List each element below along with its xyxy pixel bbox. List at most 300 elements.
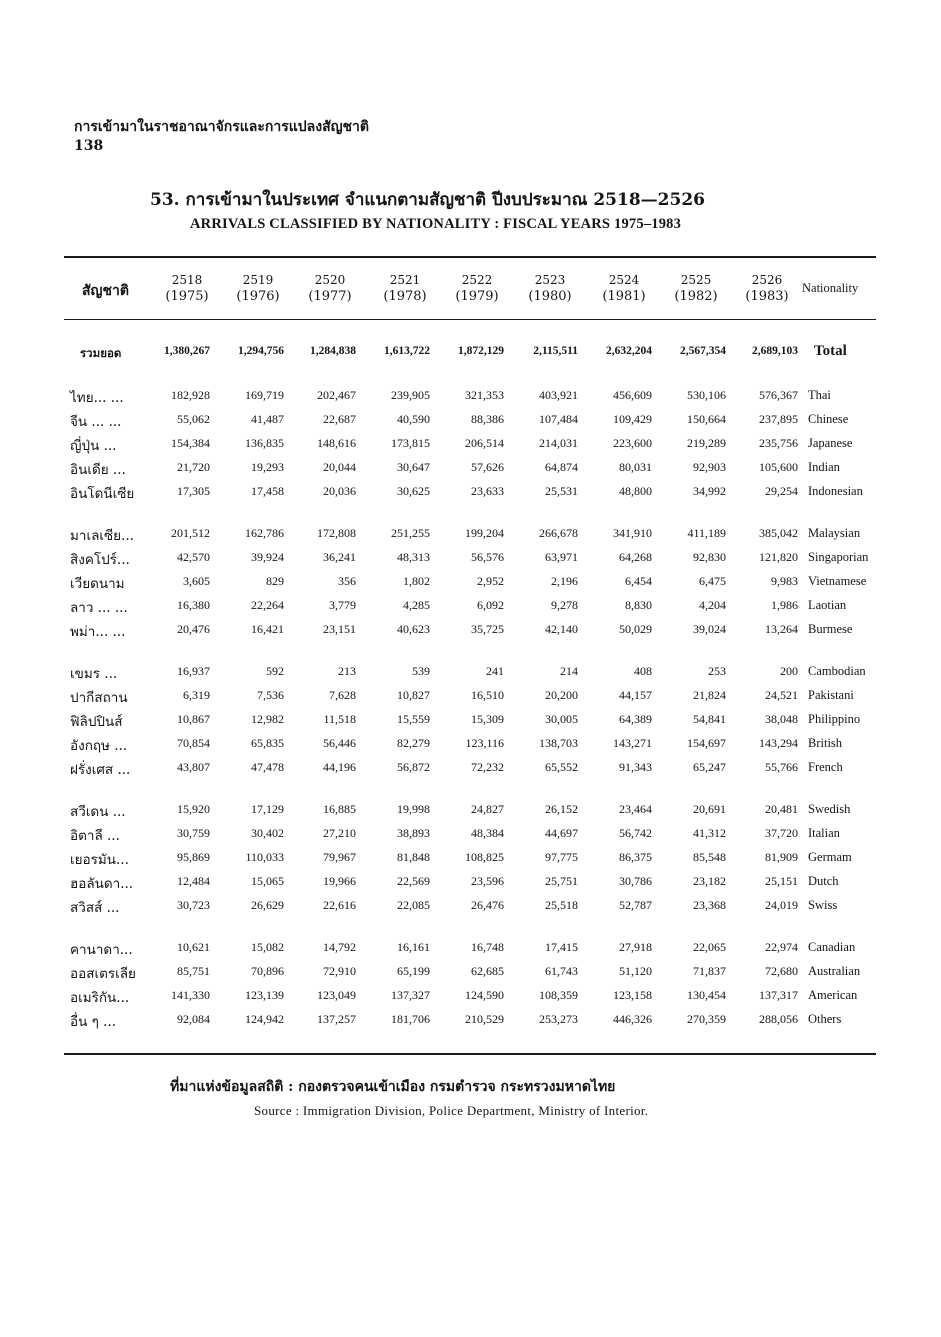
table-cell: 26,152 bbox=[545, 802, 578, 816]
column-header-ce: (1982) bbox=[674, 289, 718, 304]
table-cell: 1,294,756 bbox=[238, 345, 284, 357]
table-cell: 2,952 bbox=[477, 574, 504, 588]
table-cell: 30,005 bbox=[545, 712, 578, 726]
table-cell: 27,210 bbox=[323, 826, 356, 840]
table-cell: 81,848 bbox=[397, 850, 430, 864]
column-header-be: 2519 bbox=[242, 273, 274, 287]
table-row bbox=[0, 662, 941, 682]
row-label-english: British bbox=[808, 736, 843, 750]
row-label-thai: ฝรั่งเศส ... bbox=[70, 762, 131, 778]
table-row bbox=[0, 758, 941, 778]
table-cell: 79,967 bbox=[323, 850, 356, 864]
nationality-header: Nationality bbox=[802, 281, 859, 295]
table-cell: 91,343 bbox=[619, 760, 652, 774]
table-cell: 27,918 bbox=[619, 940, 652, 954]
column-header-be: 2518 bbox=[171, 273, 203, 287]
column-header-2522 bbox=[447, 272, 507, 306]
table-cell: 44,157 bbox=[619, 688, 652, 702]
table-cell: 107,484 bbox=[539, 412, 578, 426]
table-cell: 20,691 bbox=[693, 802, 726, 816]
table-cell: 137,317 bbox=[759, 988, 798, 1002]
table-cell: 2,567,354 bbox=[680, 345, 726, 357]
table-cell: 23,596 bbox=[471, 874, 504, 888]
table-cell: 143,271 bbox=[613, 736, 652, 750]
table-row bbox=[0, 686, 941, 706]
table-cell: 150,664 bbox=[687, 412, 726, 426]
table-cell: 1,380,267 bbox=[164, 345, 210, 357]
table-row bbox=[0, 620, 941, 640]
table-cell: 80,031 bbox=[619, 460, 652, 474]
row-label-thai: อินโดนีเซีย bbox=[70, 486, 135, 502]
row-label-english: Japanese bbox=[808, 436, 853, 450]
column-header-be: 2526 bbox=[751, 273, 783, 287]
table-cell: 2,196 bbox=[551, 574, 578, 588]
total-row bbox=[0, 343, 941, 363]
table-cell: 20,476 bbox=[177, 622, 210, 636]
table-cell: 270,359 bbox=[687, 1012, 726, 1026]
table-cell: 56,742 bbox=[619, 826, 652, 840]
table-cell: 2,115,511 bbox=[533, 345, 578, 357]
table-row bbox=[0, 572, 941, 592]
table-cell: 92,830 bbox=[693, 550, 726, 564]
table-cell: 30,647 bbox=[397, 460, 430, 474]
table-cell: 54,841 bbox=[693, 712, 726, 726]
column-header-ce: (1981) bbox=[602, 289, 646, 304]
table-row bbox=[0, 962, 941, 982]
table-cell: 15,559 bbox=[397, 712, 430, 726]
table-bottom-rule bbox=[64, 1053, 876, 1055]
table-cell: 43,807 bbox=[177, 760, 210, 774]
column-header-ce: (1976) bbox=[236, 289, 280, 304]
table-cell: 23,464 bbox=[619, 802, 652, 816]
table-cell: 6,319 bbox=[183, 688, 210, 702]
table-cell: 137,257 bbox=[317, 1012, 356, 1026]
table-cell: 3,605 bbox=[183, 574, 210, 588]
table-cell: 23,182 bbox=[693, 874, 726, 888]
table-cell: 51,120 bbox=[619, 964, 652, 978]
row-label-thai: อเมริกัน... bbox=[70, 990, 130, 1006]
table-cell: 26,629 bbox=[251, 898, 284, 912]
row-label-thai: เวียดนาม bbox=[70, 576, 125, 592]
table-cell: 70,854 bbox=[177, 736, 210, 750]
column-header-ce: (1978) bbox=[383, 289, 427, 304]
table-cell: 56,446 bbox=[323, 736, 356, 750]
table-row bbox=[0, 386, 941, 406]
table-row bbox=[0, 986, 941, 1006]
table-cell: 47,478 bbox=[251, 760, 284, 774]
column-header-2526 bbox=[737, 272, 797, 306]
table-cell: 64,874 bbox=[545, 460, 578, 474]
row-label-thai: ฟิลิปปินส์ bbox=[70, 714, 123, 730]
table-cell: 57,626 bbox=[471, 460, 504, 474]
table-cell: 253 bbox=[708, 664, 726, 678]
table-cell: 61,743 bbox=[545, 964, 578, 978]
row-label-english: Total bbox=[814, 343, 847, 359]
table-cell: 24,019 bbox=[765, 898, 798, 912]
table-cell: 182,928 bbox=[171, 388, 210, 402]
table-cell: 141,330 bbox=[171, 988, 210, 1002]
table-cell: 35,725 bbox=[471, 622, 504, 636]
table-cell: 24,521 bbox=[765, 688, 798, 702]
table-cell: 64,389 bbox=[619, 712, 652, 726]
table-cell: 7,536 bbox=[257, 688, 284, 702]
table-cell: 40,623 bbox=[397, 622, 430, 636]
table-cell: 10,867 bbox=[177, 712, 210, 726]
table-cell: 1,284,838 bbox=[310, 345, 356, 357]
table-cell: 42,140 bbox=[545, 622, 578, 636]
table-row bbox=[0, 596, 941, 616]
row-label-thai: ฮอลันดา... bbox=[70, 876, 134, 892]
row-label-thai: สวิสส์ ... bbox=[70, 900, 120, 916]
table-cell: 22,974 bbox=[765, 940, 798, 954]
table-cell: 56,576 bbox=[471, 550, 504, 564]
table-cell: 20,481 bbox=[765, 802, 798, 816]
table-cell: 72,232 bbox=[471, 760, 504, 774]
table-cell: 385,042 bbox=[759, 526, 798, 540]
table-cell: 446,326 bbox=[613, 1012, 652, 1026]
table-row bbox=[0, 482, 941, 502]
column-header-be: 2524 bbox=[608, 273, 640, 287]
row-label-english: Vietnamese bbox=[808, 574, 867, 588]
row-label-thai: รวมยอด bbox=[80, 346, 122, 360]
row-label-english: Australian bbox=[808, 964, 861, 978]
table-cell: 16,885 bbox=[323, 802, 356, 816]
table-cell: 16,380 bbox=[177, 598, 210, 612]
table-cell: 123,139 bbox=[245, 988, 284, 1002]
row-label-english: Indian bbox=[808, 460, 840, 474]
table-title-english: ARRIVALS CLASSIFIED BY NATIONALITY : FISCAL YEARS 1975–1983 bbox=[190, 216, 682, 232]
table-cell: 25,518 bbox=[545, 898, 578, 912]
table-cell: 110,033 bbox=[245, 850, 284, 864]
table-cell: 56,872 bbox=[397, 760, 430, 774]
table-cell: 15,082 bbox=[251, 940, 284, 954]
table-row bbox=[0, 848, 941, 868]
table-cell: 82,279 bbox=[397, 736, 430, 750]
table-cell: 22,616 bbox=[323, 898, 356, 912]
table-cell: 239,905 bbox=[391, 388, 430, 402]
table-cell: 121,820 bbox=[759, 550, 798, 564]
table-cell: 210,529 bbox=[465, 1012, 504, 1026]
table-cell: 288,056 bbox=[759, 1012, 798, 1026]
table-cell: 44,196 bbox=[323, 760, 356, 774]
table-row bbox=[0, 710, 941, 730]
table-cell: 356 bbox=[338, 574, 356, 588]
column-header-2518 bbox=[157, 272, 217, 306]
row-label-thai: ออสเตรเลีย bbox=[70, 966, 136, 982]
table-cell: 2,632,204 bbox=[606, 345, 652, 357]
row-label-thai: เขมร ... bbox=[70, 666, 118, 682]
table-cell: 173,815 bbox=[391, 436, 430, 450]
source-note-english: Source : Immigration Division, Police Department, Ministry of Interior. bbox=[254, 1103, 649, 1118]
table-cell: 72,910 bbox=[323, 964, 356, 978]
table-cell: 55,062 bbox=[177, 412, 210, 426]
table-cell: 6,092 bbox=[477, 598, 504, 612]
column-header-ce: (1979) bbox=[455, 289, 499, 304]
table-cell: 81,909 bbox=[765, 850, 798, 864]
table-row bbox=[0, 824, 941, 844]
column-header-2523 bbox=[520, 272, 580, 306]
table-row bbox=[0, 872, 941, 892]
stub-header: สัญชาติ bbox=[82, 283, 129, 299]
table-cell: 181,706 bbox=[391, 1012, 430, 1026]
table-cell: 105,600 bbox=[759, 460, 798, 474]
row-label-thai: เยอรมัน... bbox=[70, 852, 129, 868]
row-label-thai: ลาว ... ... bbox=[70, 600, 128, 616]
table-cell: 23,151 bbox=[323, 622, 356, 636]
table-cell: 65,199 bbox=[397, 964, 430, 978]
table-cell: 4,285 bbox=[403, 598, 430, 612]
row-label-english: Swiss bbox=[808, 898, 838, 912]
table-cell: 11,518 bbox=[323, 712, 356, 726]
table-cell: 25,751 bbox=[545, 874, 578, 888]
table-cell: 539 bbox=[412, 664, 430, 678]
row-label-thai: อิตาลี ... bbox=[70, 828, 120, 844]
table-cell: 124,590 bbox=[465, 988, 504, 1002]
table-cell: 108,825 bbox=[465, 850, 504, 864]
table-cell: 576,367 bbox=[759, 388, 798, 402]
table-cell: 30,786 bbox=[619, 874, 652, 888]
table-cell: 199,204 bbox=[465, 526, 504, 540]
table-cell: 530,106 bbox=[687, 388, 726, 402]
table-cell: 17,458 bbox=[251, 484, 284, 498]
source-note-thai: ที่มาแห่งข้อมูลสถิติ : กองตรวจคนเข้าเมือง กรมตำรวจ กระทรวงมหาดไทย bbox=[170, 1079, 616, 1095]
column-header-be: 2525 bbox=[680, 273, 712, 287]
column-header-ce: (1983) bbox=[745, 289, 789, 304]
table-cell: 30,625 bbox=[397, 484, 430, 498]
table-cell: 1,802 bbox=[403, 574, 430, 588]
table-cell: 12,982 bbox=[251, 712, 284, 726]
table-cell: 30,402 bbox=[251, 826, 284, 840]
table-row bbox=[0, 434, 941, 454]
table-cell: 321,353 bbox=[465, 388, 504, 402]
row-label-english: Singaporian bbox=[808, 550, 869, 564]
table-cell: 52,787 bbox=[619, 898, 652, 912]
row-label-english: Cambodian bbox=[808, 664, 866, 678]
table-cell: 29,254 bbox=[765, 484, 798, 498]
table-cell: 23,368 bbox=[693, 898, 726, 912]
column-header-be: 2521 bbox=[389, 273, 421, 287]
table-cell: 241 bbox=[486, 664, 504, 678]
table-cell: 21,824 bbox=[693, 688, 726, 702]
table-cell: 130,454 bbox=[687, 988, 726, 1002]
table-cell: 10,621 bbox=[177, 940, 210, 954]
table-cell: 137,327 bbox=[391, 988, 430, 1002]
table-cell: 213 bbox=[338, 664, 356, 678]
table-cell: 22,264 bbox=[251, 598, 284, 612]
row-label-english: Canadian bbox=[808, 940, 856, 954]
column-header-2521 bbox=[375, 272, 435, 306]
column-header-2524 bbox=[594, 272, 654, 306]
row-label-english: Swedish bbox=[808, 802, 851, 816]
table-cell: 17,305 bbox=[177, 484, 210, 498]
table-cell: 136,835 bbox=[245, 436, 284, 450]
table-cell: 65,552 bbox=[545, 760, 578, 774]
table-cell: 36,241 bbox=[323, 550, 356, 564]
table-cell: 16,937 bbox=[177, 664, 210, 678]
table-cell: 40,590 bbox=[397, 412, 430, 426]
table-cell: 138,703 bbox=[539, 736, 578, 750]
table-top-rule bbox=[64, 256, 876, 258]
table-cell: 143,294 bbox=[759, 736, 798, 750]
table-cell: 22,569 bbox=[397, 874, 430, 888]
table-cell: 223,600 bbox=[613, 436, 652, 450]
row-label-english: Laotian bbox=[808, 598, 847, 612]
table-cell: 55,766 bbox=[765, 760, 798, 774]
table-cell: 14,792 bbox=[323, 940, 356, 954]
row-label-english: Chinese bbox=[808, 412, 849, 426]
row-label-english: Thai bbox=[808, 388, 831, 402]
row-label-english: Italian bbox=[808, 826, 840, 840]
table-cell: 42,570 bbox=[177, 550, 210, 564]
table-cell: 148,616 bbox=[317, 436, 356, 450]
table-cell: 12,484 bbox=[177, 874, 210, 888]
row-label-english: Dutch bbox=[808, 874, 839, 888]
column-header-2519 bbox=[228, 272, 288, 306]
row-label-thai: ปากีสถาน bbox=[70, 690, 128, 706]
table-cell: 235,756 bbox=[759, 436, 798, 450]
table-cell: 162,786 bbox=[245, 526, 284, 540]
table-cell: 22,085 bbox=[397, 898, 430, 912]
table-cell: 97,775 bbox=[545, 850, 578, 864]
table-cell: 41,312 bbox=[693, 826, 726, 840]
table-cell: 72,680 bbox=[765, 964, 798, 978]
table-row bbox=[0, 548, 941, 568]
table-cell: 10,827 bbox=[397, 688, 430, 702]
row-label-thai: อินเดีย ... bbox=[70, 462, 126, 478]
table-cell: 70,896 bbox=[251, 964, 284, 978]
row-label-thai: อังกฤษ ... bbox=[70, 738, 128, 754]
table-cell: 3,779 bbox=[329, 598, 356, 612]
table-cell: 25,531 bbox=[545, 484, 578, 498]
row-label-thai: มาเลเซีย... bbox=[70, 528, 134, 544]
table-title-thai: 53. การเข้ามาในประเทศ จำแนกตามสัญชาติ ปีงบประมาณ 2518—2526 bbox=[150, 190, 705, 210]
row-label-english: Burmese bbox=[808, 622, 853, 636]
row-label-thai: สิงคโปร์... bbox=[70, 552, 130, 568]
row-label-english: Philippino bbox=[808, 712, 861, 726]
column-header-ce: (1977) bbox=[308, 289, 352, 304]
table-cell: 41,487 bbox=[251, 412, 284, 426]
table-cell: 65,835 bbox=[251, 736, 284, 750]
table-cell: 19,293 bbox=[251, 460, 284, 474]
table-cell: 21,720 bbox=[177, 460, 210, 474]
table-cell: 39,924 bbox=[251, 550, 284, 564]
table-cell: 86,375 bbox=[619, 850, 652, 864]
row-label-english: Germam bbox=[808, 850, 852, 864]
table-cell: 123,116 bbox=[465, 736, 504, 750]
table-cell: 39,024 bbox=[693, 622, 726, 636]
table-cell: 411,189 bbox=[687, 526, 726, 540]
table-row bbox=[0, 734, 941, 754]
table-cell: 22,687 bbox=[323, 412, 356, 426]
column-header-ce: (1975) bbox=[165, 289, 209, 304]
table-cell: 48,800 bbox=[619, 484, 652, 498]
table-cell: 95,869 bbox=[177, 850, 210, 864]
table-cell: 92,903 bbox=[693, 460, 726, 474]
table-cell: 17,129 bbox=[251, 802, 284, 816]
row-label-thai: สวีเดน ... bbox=[70, 804, 126, 820]
table-row bbox=[0, 410, 941, 430]
table-cell: 48,313 bbox=[397, 550, 430, 564]
table-cell: 1,613,722 bbox=[384, 345, 430, 357]
table-cell: 4,204 bbox=[699, 598, 726, 612]
table-row bbox=[0, 800, 941, 820]
table-cell: 15,065 bbox=[251, 874, 284, 888]
row-label-thai: พม่า... ... bbox=[70, 624, 126, 640]
table-cell: 7,628 bbox=[329, 688, 356, 702]
row-label-english: French bbox=[808, 760, 843, 774]
table-cell: 1,986 bbox=[771, 598, 798, 612]
table-cell: 829 bbox=[266, 574, 284, 588]
table-cell: 30,723 bbox=[177, 898, 210, 912]
table-cell: 408 bbox=[634, 664, 652, 678]
column-header-2520 bbox=[300, 272, 360, 306]
table-cell: 48,384 bbox=[471, 826, 504, 840]
table-cell: 124,942 bbox=[245, 1012, 284, 1026]
table-cell: 71,837 bbox=[693, 964, 726, 978]
table-cell: 16,748 bbox=[471, 940, 504, 954]
table-cell: 202,467 bbox=[317, 388, 356, 402]
table-cell: 109,429 bbox=[613, 412, 652, 426]
table-cell: 6,475 bbox=[699, 574, 726, 588]
table-cell: 341,910 bbox=[613, 526, 652, 540]
table-cell: 62,685 bbox=[471, 964, 504, 978]
table-cell: 214 bbox=[560, 664, 578, 678]
table-cell: 214,031 bbox=[539, 436, 578, 450]
table-cell: 253,273 bbox=[539, 1012, 578, 1026]
column-header-be: 2520 bbox=[314, 273, 346, 287]
column-header-2525 bbox=[666, 272, 726, 306]
table-cell: 38,893 bbox=[397, 826, 430, 840]
column-header-be: 2522 bbox=[461, 273, 493, 287]
row-label-thai: ไทย... ... bbox=[70, 390, 124, 406]
table-cell: 19,998 bbox=[397, 802, 430, 816]
table-cell: 20,036 bbox=[323, 484, 356, 498]
table-cell: 22,065 bbox=[693, 940, 726, 954]
table-cell: 92,084 bbox=[177, 1012, 210, 1026]
table-cell: 15,309 bbox=[471, 712, 504, 726]
table-cell: 85,548 bbox=[693, 850, 726, 864]
table-cell: 1,872,129 bbox=[458, 345, 504, 357]
table-cell: 50,029 bbox=[619, 622, 652, 636]
table-cell: 2,689,103 bbox=[752, 345, 798, 357]
table-row bbox=[0, 524, 941, 544]
table-cell: 403,921 bbox=[539, 388, 578, 402]
table-cell: 25,151 bbox=[765, 874, 798, 888]
table-cell: 237,895 bbox=[759, 412, 798, 426]
table-cell: 200 bbox=[780, 664, 798, 678]
table-cell: 64,268 bbox=[619, 550, 652, 564]
table-cell: 123,049 bbox=[317, 988, 356, 1002]
table-cell: 34,992 bbox=[693, 484, 726, 498]
table-cell: 38,048 bbox=[765, 712, 798, 726]
table-cell: 16,510 bbox=[471, 688, 504, 702]
table-cell: 9,278 bbox=[551, 598, 578, 612]
table-row bbox=[0, 896, 941, 916]
table-cell: 266,678 bbox=[539, 526, 578, 540]
table-cell: 37,720 bbox=[765, 826, 798, 840]
table-cell: 108,359 bbox=[539, 988, 578, 1002]
table-cell: 592 bbox=[266, 664, 284, 678]
table-cell: 123,158 bbox=[613, 988, 652, 1002]
table-cell: 16,421 bbox=[251, 622, 284, 636]
table-cell: 17,415 bbox=[545, 940, 578, 954]
row-label-thai: คานาดา... bbox=[70, 942, 133, 958]
table-cell: 6,454 bbox=[625, 574, 652, 588]
table-cell: 85,751 bbox=[177, 964, 210, 978]
table-cell: 8,830 bbox=[625, 598, 652, 612]
table-cell: 19,966 bbox=[323, 874, 356, 888]
table-cell: 44,697 bbox=[545, 826, 578, 840]
